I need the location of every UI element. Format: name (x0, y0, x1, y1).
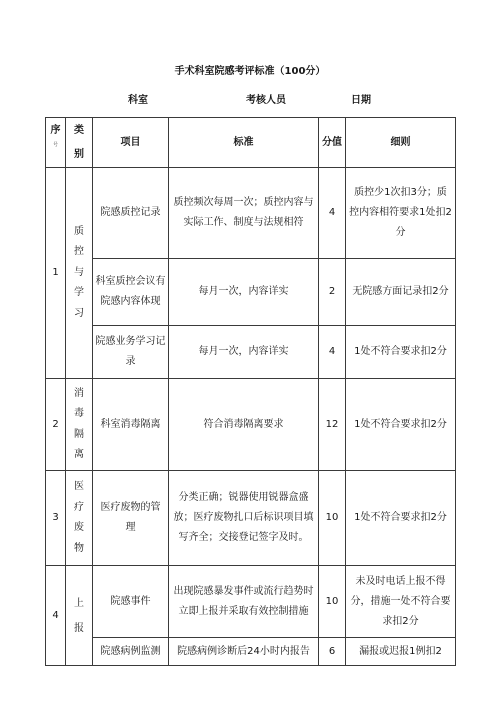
group-category: 医疗废物 (74, 481, 84, 554)
standard-text: 实际工作、制度与法规相符 (183, 217, 304, 228)
header-no-label: 序 (50, 125, 61, 136)
score-value: 6 (328, 645, 336, 657)
score-value: 12 (325, 418, 339, 430)
rule-cell (346, 471, 456, 566)
rule-text: 分 (395, 227, 406, 238)
item-cell (93, 326, 169, 379)
header-no-clipped-glyph: 号 (52, 142, 58, 148)
table-row (46, 379, 456, 471)
standard-text: 每月一次，内容详实 (198, 346, 289, 357)
table-row (46, 638, 456, 666)
header-score-label: 分值 (322, 136, 342, 148)
document-title: 手术科室院感考评标准（100分） (174, 66, 326, 77)
score-value: 10 (325, 595, 339, 607)
rule-cell (346, 326, 456, 379)
item-cell (93, 259, 169, 326)
score-cell (319, 379, 346, 471)
item-cell (93, 566, 169, 638)
item-text: 录 (125, 356, 136, 367)
standard-text: 出现院感暴发事件或流行趋势时 (173, 585, 314, 597)
table-row (46, 326, 456, 379)
group-category: 上报 (74, 597, 84, 634)
score-cell (319, 638, 346, 666)
rule-text: 未及时电话上报不得 (355, 575, 446, 587)
score-value: 4 (328, 207, 336, 218)
group-number: 2 (52, 418, 59, 430)
standard-cell (169, 566, 319, 638)
rule-text: 分，措施一处不符合要 (350, 595, 451, 607)
header-no-cell (46, 118, 66, 168)
table-body (46, 118, 456, 666)
table-row (46, 566, 456, 638)
standard-text: 每月一次，内容详实 (198, 286, 289, 297)
header-standard-cell (169, 118, 319, 168)
group-no-cell (46, 168, 66, 379)
header-score-cell (319, 118, 346, 168)
item-text: 科室质控会议有 (95, 276, 166, 287)
item-text: 院感内容体现 (100, 296, 161, 307)
score-value: 4 (328, 346, 336, 357)
header-rule-label: 细则 (390, 136, 411, 148)
group-no-cell (46, 566, 66, 666)
rule-cell (346, 379, 456, 471)
score-cell (319, 471, 346, 566)
group-category-cell (66, 168, 93, 379)
standard-cell (169, 168, 319, 259)
item-cell (93, 379, 169, 471)
header-row (46, 118, 456, 168)
group-number: 1 (52, 267, 59, 278)
group-category-cell (66, 566, 93, 666)
table-row (46, 259, 456, 326)
item-text: 院感病例监测 (100, 645, 161, 657)
table-row (46, 471, 456, 566)
rule-text: 质控少1次扣3分；质 (354, 187, 447, 198)
score-cell (319, 326, 346, 379)
rule-text: 求扣2分 (382, 615, 419, 627)
rule-text: 漏报或迟报1例扣2 (359, 645, 442, 657)
evaluation-table (45, 117, 456, 666)
group-category: 质控与学习 (74, 225, 84, 319)
group-no-cell (46, 471, 66, 566)
department-label: 科室 (128, 95, 148, 106)
item-cell (93, 168, 169, 259)
standard-text: 质控频次每周一次；质控内容与 (173, 197, 314, 208)
rule-text: 1处不符合要求扣2分 (354, 418, 447, 430)
standard-text: 分类正确；锐器使用锐器盒盛 (178, 492, 309, 503)
item-text: 科室消毒隔离 (100, 418, 161, 430)
standard-text: 写齐全；交接登记签字及时。 (178, 532, 309, 543)
header-category-cell (66, 118, 93, 168)
rule-text: 1处不符合要求扣2分 (354, 512, 447, 523)
standard-cell (169, 638, 319, 666)
group-number: 4 (52, 609, 59, 621)
date-label: 日期 (351, 95, 371, 106)
rule-text: 无院感方面记录扣2分 (352, 286, 449, 297)
item-text: 理 (125, 522, 136, 533)
header-item-cell (93, 118, 169, 168)
rule-cell (346, 566, 456, 638)
standard-cell (169, 259, 319, 326)
standard-text: 院感病例诊断后24小时内报告 (177, 645, 310, 657)
rule-cell (346, 259, 456, 326)
rule-text: 控内容相符要求1处扣2 (349, 207, 452, 218)
standard-cell (169, 471, 319, 566)
table-row (46, 168, 456, 259)
item-text: 院感事件 (110, 595, 151, 607)
group-no-cell (46, 379, 66, 471)
score-cell (319, 168, 346, 259)
item-text: 院感质控记录 (100, 207, 161, 218)
score-cell (319, 259, 346, 326)
rule-text: 1处不符合要求扣2分 (354, 346, 447, 357)
group-category: 消毒隔离 (74, 387, 84, 460)
header-rule-cell (346, 118, 456, 168)
standard-text: 放；医疗废物扎口后标识项目填 (173, 512, 314, 523)
score-cell (319, 566, 346, 638)
item-text: 院感业务学习记 (95, 336, 166, 347)
header-item-label: 项目 (120, 136, 141, 148)
header-standard-label: 标准 (233, 136, 254, 148)
group-category-cell (66, 379, 93, 471)
header-category-label: 类别 (74, 124, 84, 160)
rule-cell (346, 168, 456, 259)
score-value: 2 (328, 286, 336, 297)
item-cell (93, 471, 169, 566)
group-category-cell (66, 471, 93, 566)
item-cell (93, 638, 169, 666)
group-number: 3 (52, 512, 59, 523)
standard-cell (169, 326, 319, 379)
assessor-label: 考核人员 (246, 95, 286, 106)
standard-text: 符合消毒隔离要求 (203, 418, 284, 430)
standard-cell (169, 379, 319, 471)
rule-cell (346, 638, 456, 666)
score-value: 10 (325, 512, 339, 523)
item-text: 医疗废物的管 (100, 502, 161, 513)
standard-text: 立即上报并采取有效控制措施 (178, 605, 309, 617)
